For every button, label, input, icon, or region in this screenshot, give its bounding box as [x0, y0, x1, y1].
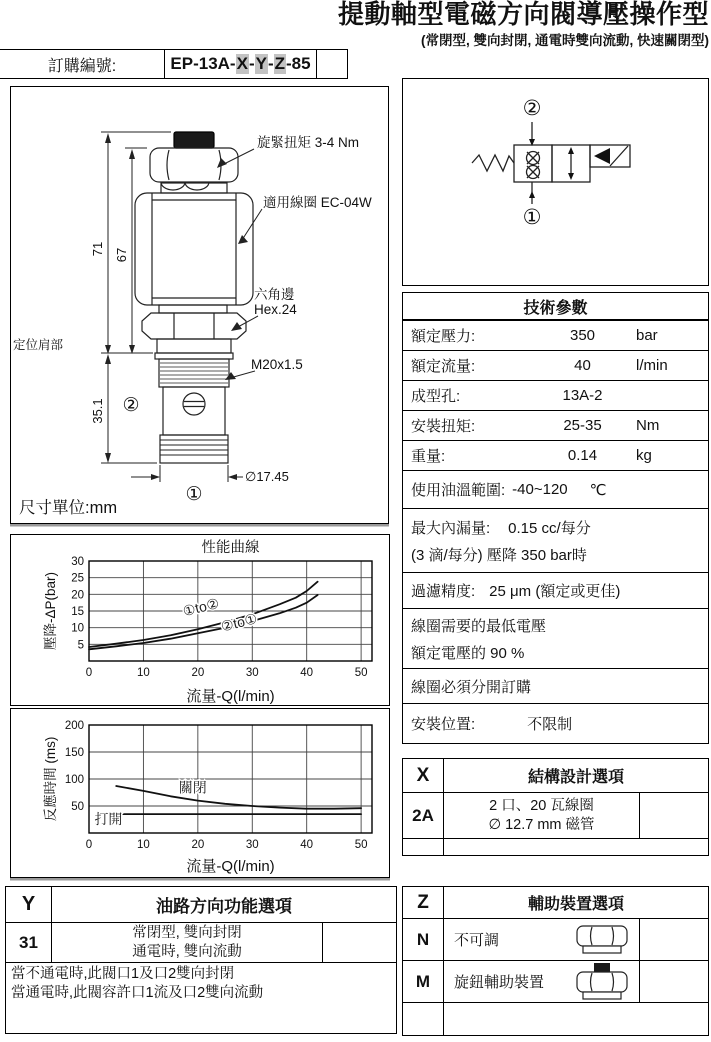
symbol-port-bottom-label: ① — [522, 205, 541, 229]
svg-text:5: 5 — [77, 639, 84, 652]
spec-label: 使用油溫範圍: — [411, 482, 506, 499]
svg-text:關閉: 關閉 — [178, 779, 207, 796]
svg-text:30: 30 — [245, 839, 259, 851]
x-table-key: X — [403, 759, 444, 792]
svg-text:200: 200 — [64, 720, 84, 732]
x-option-code: 2A — [403, 793, 444, 838]
spec-note: 額定電壓的 90 % — [411, 644, 525, 662]
z-option-empty-cell — [639, 919, 708, 960]
svg-text:30: 30 — [71, 556, 84, 568]
z-option-empty-cell — [639, 961, 708, 1002]
svg-text:50: 50 — [354, 839, 368, 851]
spec-label: 最大內漏量: — [411, 519, 491, 537]
order-number-row — [0, 49, 348, 79]
order-code-prefix: EP-13A- — [170, 54, 236, 73]
thread-label: M20x1.5 — [251, 357, 303, 372]
svg-text:25: 25 — [71, 572, 84, 585]
spec-note: (3 滴/每分) 壓降 350 bar時 — [411, 546, 587, 564]
spec-row-weight — [403, 441, 708, 471]
spec-row-filtration — [403, 573, 708, 609]
torque-label: 旋緊扭矩 3-4 Nm — [257, 135, 360, 150]
svg-text:15: 15 — [71, 606, 84, 618]
svg-text:10: 10 — [137, 667, 150, 679]
svg-text:反應時間 (ms): 反應時間 (ms) — [43, 736, 58, 822]
svg-text:0: 0 — [85, 667, 93, 679]
spec-unit: Nm — [636, 417, 660, 434]
spec-unit: ℃ — [589, 481, 607, 499]
dimension-drawing-panel — [10, 86, 389, 524]
spec-value: 13A-2 — [562, 387, 603, 404]
function-option-table — [5, 886, 397, 1034]
spec-value: -40~120 — [512, 481, 568, 498]
z-option-code-m: M — [403, 961, 444, 1002]
spec-label: 安裝扭矩: — [411, 418, 476, 435]
spec-label: 過濾精度: — [411, 583, 476, 600]
svg-text:20: 20 — [71, 589, 84, 602]
spec-row-cavity — [403, 381, 708, 411]
order-code-x: X — [236, 54, 248, 73]
svg-text:20: 20 — [191, 667, 205, 679]
hex-nut-icon — [573, 924, 631, 956]
dim-71: 71 — [90, 241, 105, 257]
spec-row-temperature — [403, 471, 708, 509]
dimension-unit-note: 尺寸單位:mm — [19, 499, 118, 517]
spec-value: 0.15 cc/每分 — [508, 519, 591, 537]
symbol-port-top-label: ② — [522, 96, 541, 120]
structure-option-table — [402, 758, 709, 856]
svg-text:40: 40 — [300, 667, 314, 679]
order-number-label: 訂購編號: — [47, 57, 117, 75]
spec-row-leakage — [403, 509, 708, 573]
response-time-chart — [11, 709, 388, 875]
port-2-marker: ② — [122, 395, 140, 416]
spec-value: 40 — [574, 357, 591, 374]
spec-row-torque — [403, 411, 708, 441]
order-code-z: Z — [274, 54, 286, 73]
knob-shape — [174, 132, 214, 148]
y-table-header: 油路方向功能選項 — [156, 897, 292, 916]
order-code-sep1: - — [248, 54, 255, 73]
z-table-header: 輔助裝置選項 — [527, 896, 624, 913]
spec-unit: kg — [636, 447, 652, 464]
port-1-marker: ① — [185, 484, 203, 505]
svg-text:10: 10 — [71, 622, 84, 635]
performance-curve-panel — [10, 534, 390, 706]
y-table-notes — [6, 963, 396, 1005]
spec-label: 額定流量: — [411, 358, 476, 375]
z-option-label-m: 旋鈕輔助裝置 — [454, 974, 545, 991]
y-option-code: 31 — [6, 923, 52, 962]
order-code-sep2: - — [267, 54, 274, 73]
hex-nut-knob-icon — [573, 962, 631, 1002]
spec-row-flow — [403, 351, 708, 381]
x-table-header: 結構設計選項 — [527, 769, 624, 786]
dim-35-1: 35.1 — [90, 398, 105, 424]
hydraulic-symbol-panel — [402, 78, 709, 286]
hydraulic-symbol — [404, 80, 708, 285]
spec-label: 重量: — [411, 448, 446, 465]
spec-value: 350 — [569, 327, 596, 344]
y-option-empty-cell — [322, 923, 396, 962]
y-table-key: Y — [6, 887, 52, 922]
svg-text:50: 50 — [354, 667, 368, 679]
spec-row-voltage — [403, 609, 708, 669]
spec-unit: l/min — [636, 357, 668, 374]
spec-value: 25 μm (額定或更佳) — [489, 583, 621, 600]
page-title: 提動軸型電磁方向閥導壓操作型 — [337, 0, 709, 29]
technical-parameters-table — [402, 292, 709, 744]
svg-text:100: 100 — [64, 774, 84, 786]
order-code-suffix: -85 — [286, 54, 311, 73]
dim-67: 67 — [114, 247, 129, 263]
coil-label: 適用線圈 EC-04W — [263, 195, 372, 210]
svg-text:150: 150 — [64, 747, 84, 759]
page-subtitle: (常閉型, 雙向封閉, 通電時雙向流動, 快速關閉型) — [421, 33, 709, 49]
x-option-empty-cell — [639, 793, 708, 838]
shoulder-label: 定位肩部 — [13, 338, 64, 352]
spec-label: 額定壓力: — [411, 328, 476, 345]
spec-value: 0.14 — [567, 447, 598, 464]
spec-value: 25-35 — [563, 417, 602, 434]
spec-note: 線圈必須分開訂購 — [411, 678, 532, 696]
z-table-key: Z — [403, 887, 444, 918]
spec-label: 成型孔: — [411, 388, 461, 405]
svg-text:20: 20 — [191, 839, 205, 851]
svg-text:壓降-ΔP(bar): 壓降-ΔP(bar) — [43, 571, 58, 651]
performance-curve-chart — [11, 535, 388, 705]
spec-value: 不限制 — [527, 716, 573, 733]
spec-row-pressure — [403, 321, 708, 351]
x-table-empty-row — [403, 839, 708, 855]
x-option-line2: ∅ 12.7 mm 磁管 — [488, 816, 595, 833]
svg-text:40: 40 — [300, 839, 314, 851]
svg-text:①to②: ①to② — [181, 594, 221, 620]
svg-text:50: 50 — [71, 801, 84, 813]
auxiliary-option-table — [402, 886, 709, 1036]
spec-note: 線圈需要的最低電壓 — [411, 617, 547, 635]
x-option-line1: 2 口、20 瓦線圈 — [489, 797, 594, 814]
hex-label-line2: Hex.24 — [254, 302, 297, 317]
svg-text:打開: 打開 — [94, 810, 123, 827]
svg-text:②to①: ②to① — [219, 610, 259, 635]
spec-label: 安裝位置: — [411, 716, 476, 733]
spec-row-mounting — [403, 704, 708, 743]
svg-text:性能曲線: 性能曲線 — [201, 540, 260, 556]
y-option-line2: 通電時, 雙向流動 — [132, 943, 242, 960]
z-option-code-n: N — [403, 919, 444, 960]
svg-text:流量-Q(l/min): 流量-Q(l/min) — [186, 688, 275, 705]
svg-text:流量-Q(l/min): 流量-Q(l/min) — [186, 858, 275, 875]
z-table-empty-row — [403, 1003, 708, 1035]
order-code-y: Y — [255, 54, 267, 73]
y-option-line1: 常閉型, 雙向封閉 — [132, 924, 242, 941]
svg-text:30: 30 — [245, 667, 259, 679]
y-note-line2: 當通電時,此閥容許口1流及口2雙向流動 — [11, 984, 264, 1001]
valve-dimension-drawing — [11, 87, 387, 507]
svg-text:0: 0 — [85, 839, 93, 851]
y-note-line1: 當不通電時,此閥口1及口2雙向封閉 — [11, 966, 235, 982]
specs-header: 技術參數 — [403, 293, 708, 321]
spec-row-coil-order-note — [403, 669, 708, 704]
title-block — [338, 1, 709, 49]
dim-diameter: ∅17.45 — [245, 469, 289, 484]
order-code — [164, 50, 317, 78]
order-row-empty-cell — [317, 50, 347, 78]
svg-text:10: 10 — [137, 839, 150, 851]
hex-label-line1: 六角邊 — [254, 287, 295, 302]
spec-unit: bar — [636, 327, 658, 344]
response-time-panel — [10, 708, 390, 878]
z-option-label-n: 不可調 — [454, 932, 500, 949]
